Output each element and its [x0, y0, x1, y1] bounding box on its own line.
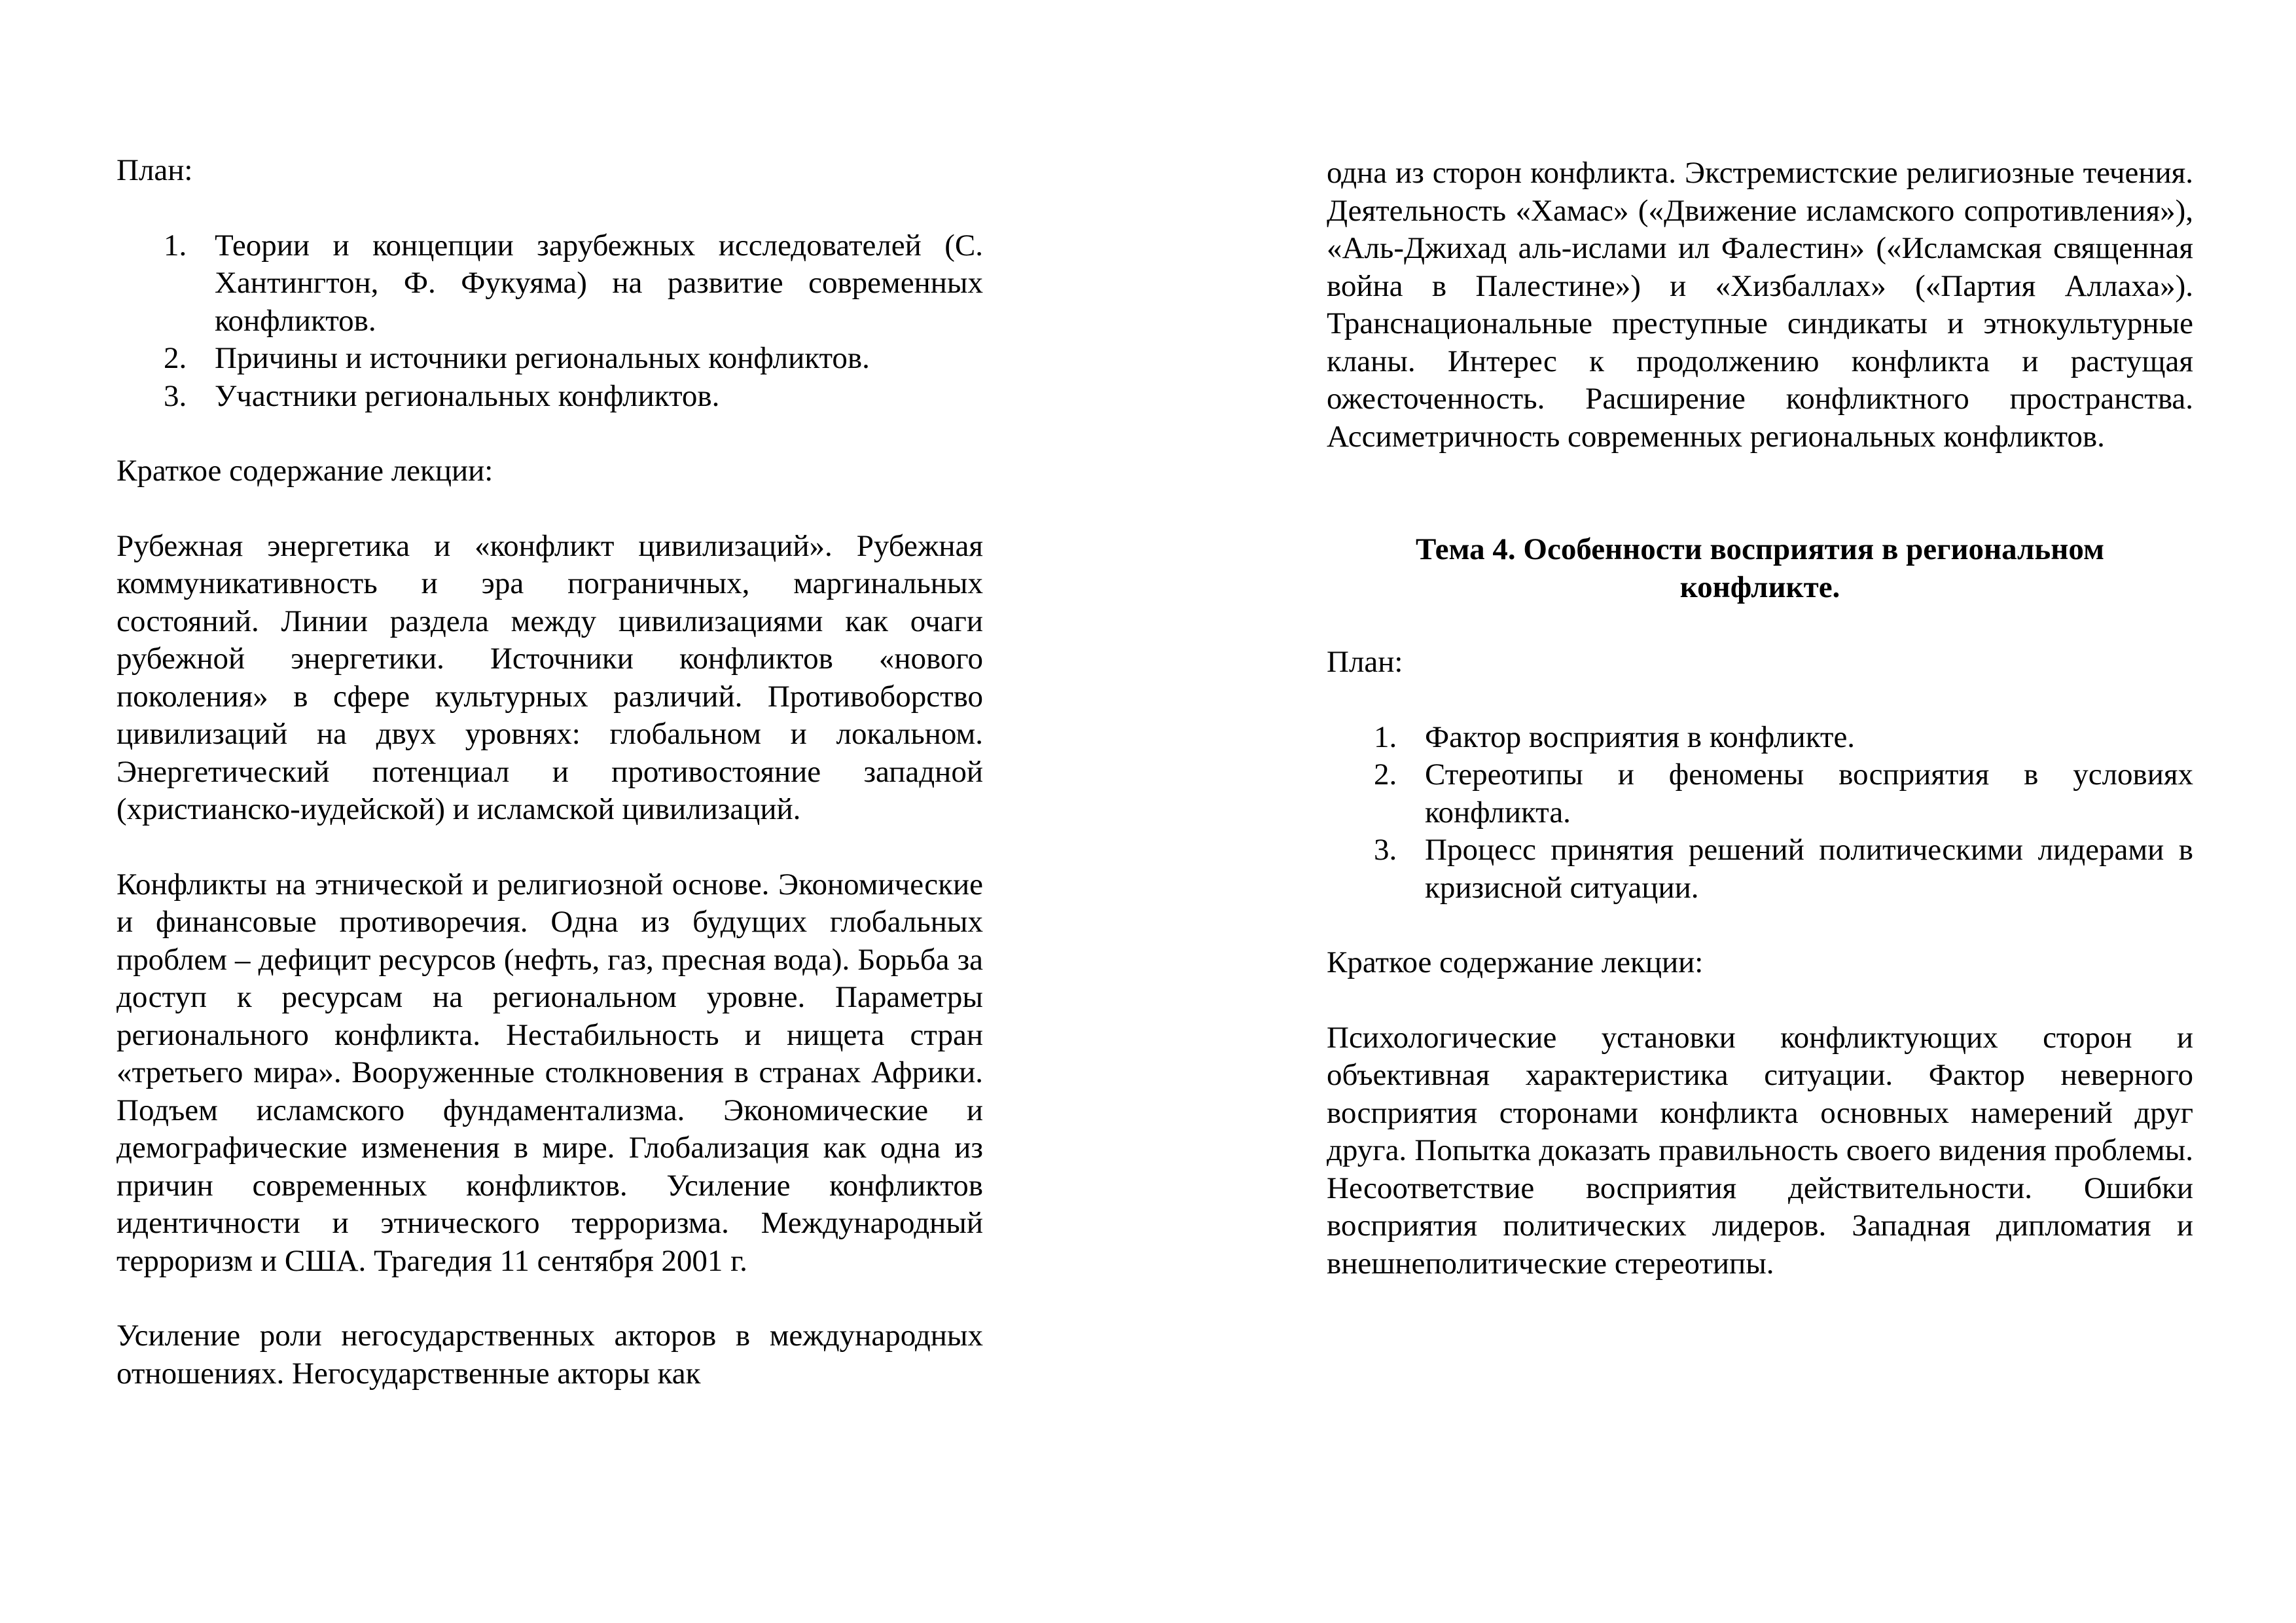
plan-item-text: Причины и источники региональных конфликтов. — [215, 341, 870, 375]
lecture-paragraph: Усиление роли негосударственных акторов в международных отношениях. Негосударственные акторы как — [117, 1319, 983, 1391]
plan-label: План: — [1327, 645, 1403, 679]
right-page — [1327, 155, 2193, 1283]
plan-list — [1327, 719, 2193, 907]
summary-label: Краткое содержание лекции: — [1327, 945, 1704, 979]
plan-item-text: Теории и концепции зарубежных исследователей (С. Хантингтон, Ф. Фукуяма) на развитие современных конфликтов. — [215, 228, 983, 338]
plan-item — [117, 340, 983, 378]
plan-item-text: Фактор восприятия в конфликте. — [1425, 720, 1856, 754]
lecture-paragraph: Конфликты на этнической и религиозной основе. Экономические и финансовые противоречия. Одна из будущих глобальных проблем – дефицит ресурсов (нефть, газ, пресная вода). Борьба за доступ к ресурсам на региональном уровне. Параметры регионального конфликта. Нестабильность и нищета стран «третьего мира». Вооруженные столкновения в странах Африки. Подъем исламского фундаментализма. Экономические и демографические изменения в мире. Глобализация как одна из причин современных конфликтов. Усиление конфликтов идентичности и этнического терроризма. Международный терроризм и США. Трагедия 11 сентября 2001 г. — [117, 867, 983, 1278]
plan-item-number: 2. — [1374, 757, 1397, 792]
plan-label: План: — [117, 153, 193, 187]
plan-item — [1327, 719, 2193, 757]
plan-item-number: 3. — [1374, 833, 1397, 867]
plan-item-number: 2. — [164, 341, 187, 375]
lecture-paragraph: Психологические установки конфликтующих сторон и объективная характеристика ситуации. Фактор неверного восприятия сторонами конфликта основных намерений друг друга. Попытка доказать правильность своего видения проблемы. Несоответствие восприятия действительности. Ошибки восприятия политических лидеров. Западная дипломатия и внешнеполитические стереотипы. — [1327, 1020, 2193, 1281]
plan-item — [1327, 831, 2193, 907]
plan-item-number: 1. — [164, 228, 187, 263]
topic-title: Тема 4. Особенности восприятия в региональном конфликте. — [1416, 532, 2104, 604]
plan-item — [1327, 756, 2193, 831]
plan-item-text: Участники региональных конфликтов. — [215, 378, 720, 413]
lecture-paragraph: Рубежная энергетика и «конфликт цивилизаций». Рубежная коммуникативность и эра пограничных, маргинальных состояний. Линии раздела между цивилизациями как очаги рубежной энергетики. Источники конфликтов «нового поколения» в сфере культурных различий. Противоборство цивилизаций на двух уровнях: глобальном и локальном. Энергетический потенциал и противостояние западной (христианско-иудейской) и исламской цивилизаций. — [117, 528, 983, 826]
plan-list — [117, 227, 983, 416]
left-page — [117, 152, 983, 1393]
plan-item-text: Стереотипы и феномены восприятия в условиях конфликта. — [1425, 757, 2193, 830]
plan-item-text: Процесс принятия решений политическими лидерами в кризисной ситуации. — [1425, 833, 2193, 905]
plan-item — [117, 378, 983, 416]
lecture-paragraph-continuation: одна из сторон конфликта. Экстремистские религиозные течения. Деятельность «Хамас» («Движение исламского сопротивления»), «Аль-Джихад аль-ислами ил Фалестин» («Исламская священная война в Палестине») и «Хизбаллах» («Партия Аллаха»). Транснациональные преступные синдикаты и этнокультурные кланы. Интерес к продолжению конфликта и растущая ожесточенность. Расширение конфликтного пространства. Ассиметричность современных региональных конфликтов. — [1327, 156, 2193, 454]
plan-item — [117, 227, 983, 340]
plan-item-number: 3. — [164, 378, 187, 413]
summary-label: Краткое содержание лекции: — [117, 454, 493, 488]
plan-item-number: 1. — [1374, 720, 1397, 754]
